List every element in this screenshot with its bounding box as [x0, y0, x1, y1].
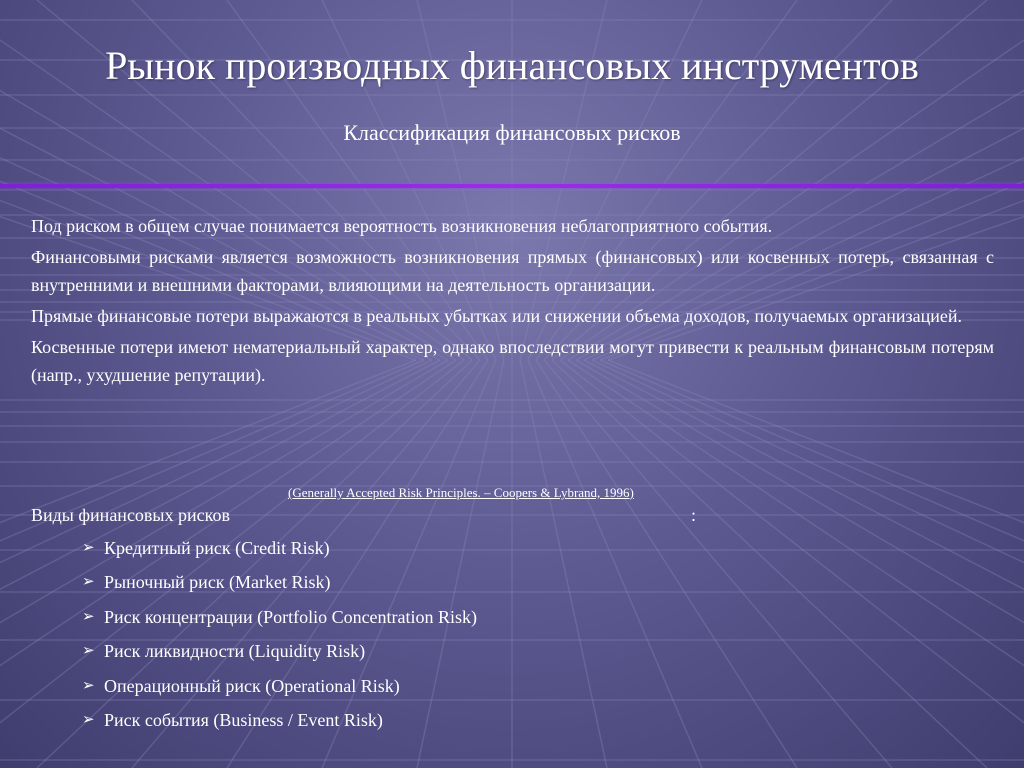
arrow-bullet-icon: ➢	[82, 574, 95, 591]
risk-types-list	[82, 534, 477, 740]
risk-types-heading: Виды финансовых рисков	[31, 505, 230, 525]
list-item	[82, 706, 477, 740]
risk-type-label: Рыночный риск (Market Risk)	[104, 572, 331, 593]
slide-subtitle: Классификация финансовых рисков	[343, 120, 681, 145]
paragraph-direct-losses: Прямые финансовые потери выражаются в реальных убытках или снижении объема доходов, получаемых организацией.	[31, 306, 962, 326]
arrow-bullet-icon: ➢	[82, 677, 95, 694]
risk-type-label: Риск концентрации (Portfolio Concentration Risk)	[104, 606, 478, 627]
arrow-bullet-icon: ➢	[82, 643, 95, 660]
citation-link[interactable]: (Generally Accepted Risk Principles. – Coopers & Lybrand, 1996)	[288, 485, 634, 500]
slide-title: Рынок производных финансовых инструментов	[105, 43, 919, 88]
arrow-bullet-icon: ➢	[82, 711, 95, 728]
risk-types-colon: :	[691, 505, 697, 525]
paragraph-indirect-losses: Косвенные потери имеют нематериальный характер, однако впоследствии могут привести к реальным финансовым потерям (напр., ухудшение репутации).	[31, 337, 994, 385]
risk-type-label: Риск ликвидности (Liquidity Risk)	[104, 641, 366, 662]
arrow-bullet-icon: ➢	[82, 540, 95, 556]
list-item	[82, 534, 477, 568]
risk-type-label: Кредитный риск (Credit Risk)	[104, 538, 330, 558]
arrow-bullet-icon: ➢	[82, 608, 95, 625]
title-divider	[0, 184, 1024, 188]
paragraph-financial-risks: Финансовыми рисками является возможность возникновения прямых (финансовых) или косвенных потерь, связанная с внутренними и внешними факторами, влияющими на деятельность организации.	[31, 247, 994, 295]
list-item	[82, 672, 477, 706]
paragraph-risk-definition: Под риском в общем случае понимается вероятность возникновения неблагоприятного события.	[31, 216, 773, 236]
list-item	[82, 568, 477, 602]
definition-block	[31, 212, 994, 392]
risk-type-label: Риск события (Business / Event Risk)	[104, 709, 383, 730]
list-item	[82, 603, 477, 637]
risk-type-label: Операционный риск (Operational Risk)	[104, 675, 400, 696]
list-item	[82, 637, 477, 671]
